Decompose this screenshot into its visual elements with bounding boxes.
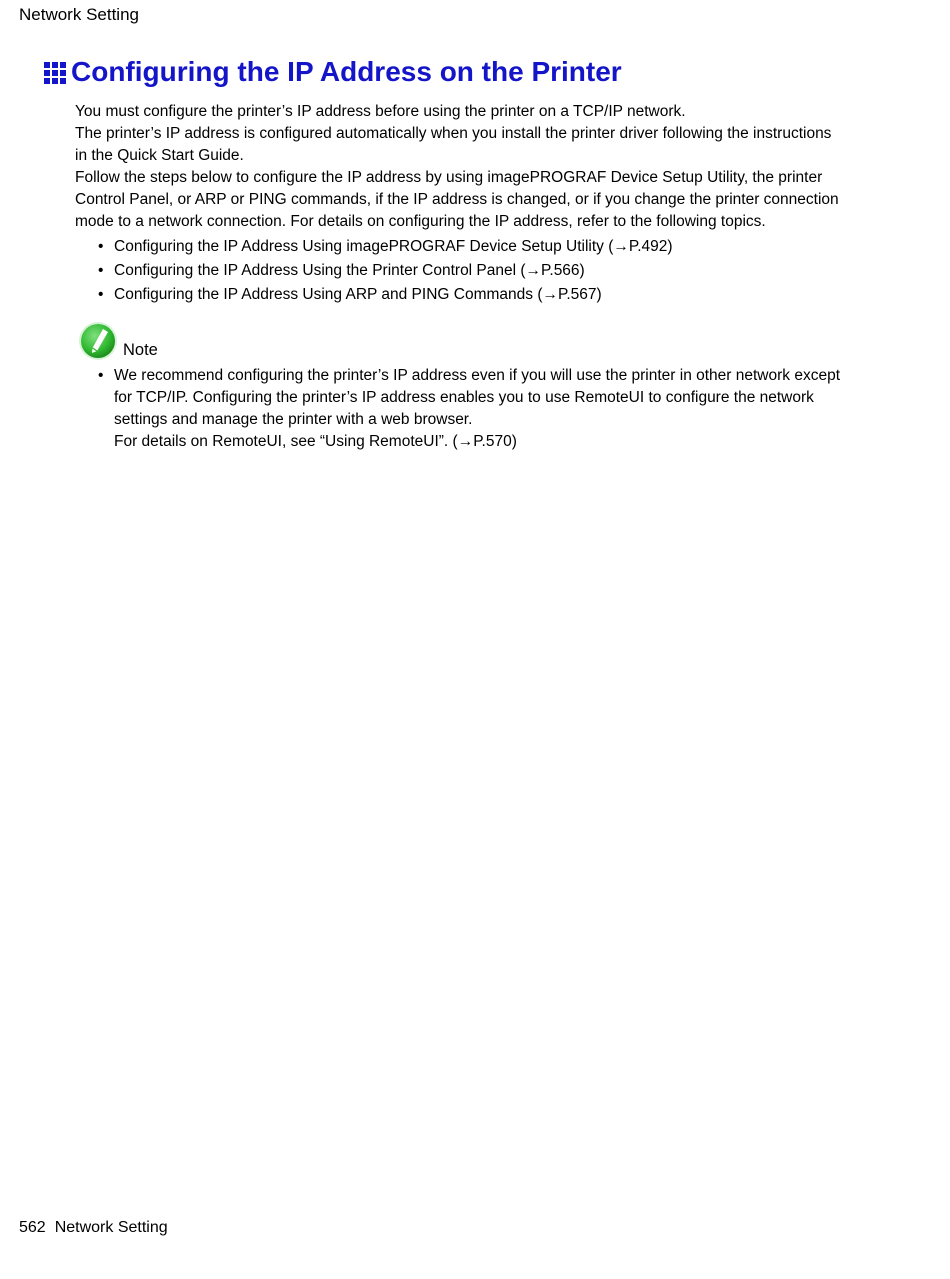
bullet-marker: • [98, 286, 104, 303]
list-item[interactable] [75, 259, 845, 283]
steps-paragraph: Follow the steps below to configure the IP address by using imagePROGRAF Device Setup Utility, the printer Control Panel, or ARP or PING commands, if the IP address is changed, or if you change the printer connection mode to a network connection. For details on configuring the IP address, refer to the following topics. [75, 169, 839, 230]
page-title: Configuring the IP Address on the Printer [71, 56, 622, 87]
footer-title: Network Setting [54, 1219, 168, 1236]
topic-link-device-setup-utility[interactable]: Configuring the IP Address Using imagePROGRAF Device Setup Utility (→P.492) [114, 238, 673, 255]
grid-squares-icon [44, 62, 66, 84]
bullet-marker: • [98, 367, 104, 384]
list-item[interactable] [75, 283, 845, 307]
list-item [75, 365, 845, 453]
note-label: Note [123, 341, 158, 359]
note-text: We recommend configuring the printer’s IP address even if you will use the printer in other network except for TCP/IP. Configuring the printer’s IP address enables you to use RemoteUI to configure the network settings and manage the printer with a web browser. [114, 367, 841, 428]
note-list [75, 365, 845, 453]
auto-config-paragraph: The printer’s IP address is configured automatically when you install the printer driver following the instructions in the Quick Start Guide. [75, 125, 832, 164]
body-content [75, 101, 845, 453]
intro-paragraph: You must configure the printer’s IP address before using the printer on a TCP/IP network. [75, 103, 686, 120]
pencil-note-icon [78, 321, 118, 361]
topic-link-arp-ping[interactable]: Configuring the IP Address Using ARP and PING Commands (→P.567) [114, 286, 602, 303]
list-item[interactable] [75, 235, 845, 259]
page-number: 562 [19, 1219, 46, 1236]
topic-links-list [75, 235, 845, 307]
bullet-marker: • [98, 262, 104, 279]
section-heading [44, 54, 622, 90]
bullet-marker: • [98, 238, 104, 255]
topic-link-control-panel[interactable]: Configuring the IP Address Using the Printer Control Panel (→P.566) [114, 262, 585, 279]
running-header: Network Setting [19, 5, 139, 24]
note-heading [75, 317, 845, 361]
remoteui-reference-link[interactable]: For details on RemoteUI, see “Using RemoteUI”. (→P.570) [114, 433, 517, 450]
page-footer [19, 1218, 168, 1238]
